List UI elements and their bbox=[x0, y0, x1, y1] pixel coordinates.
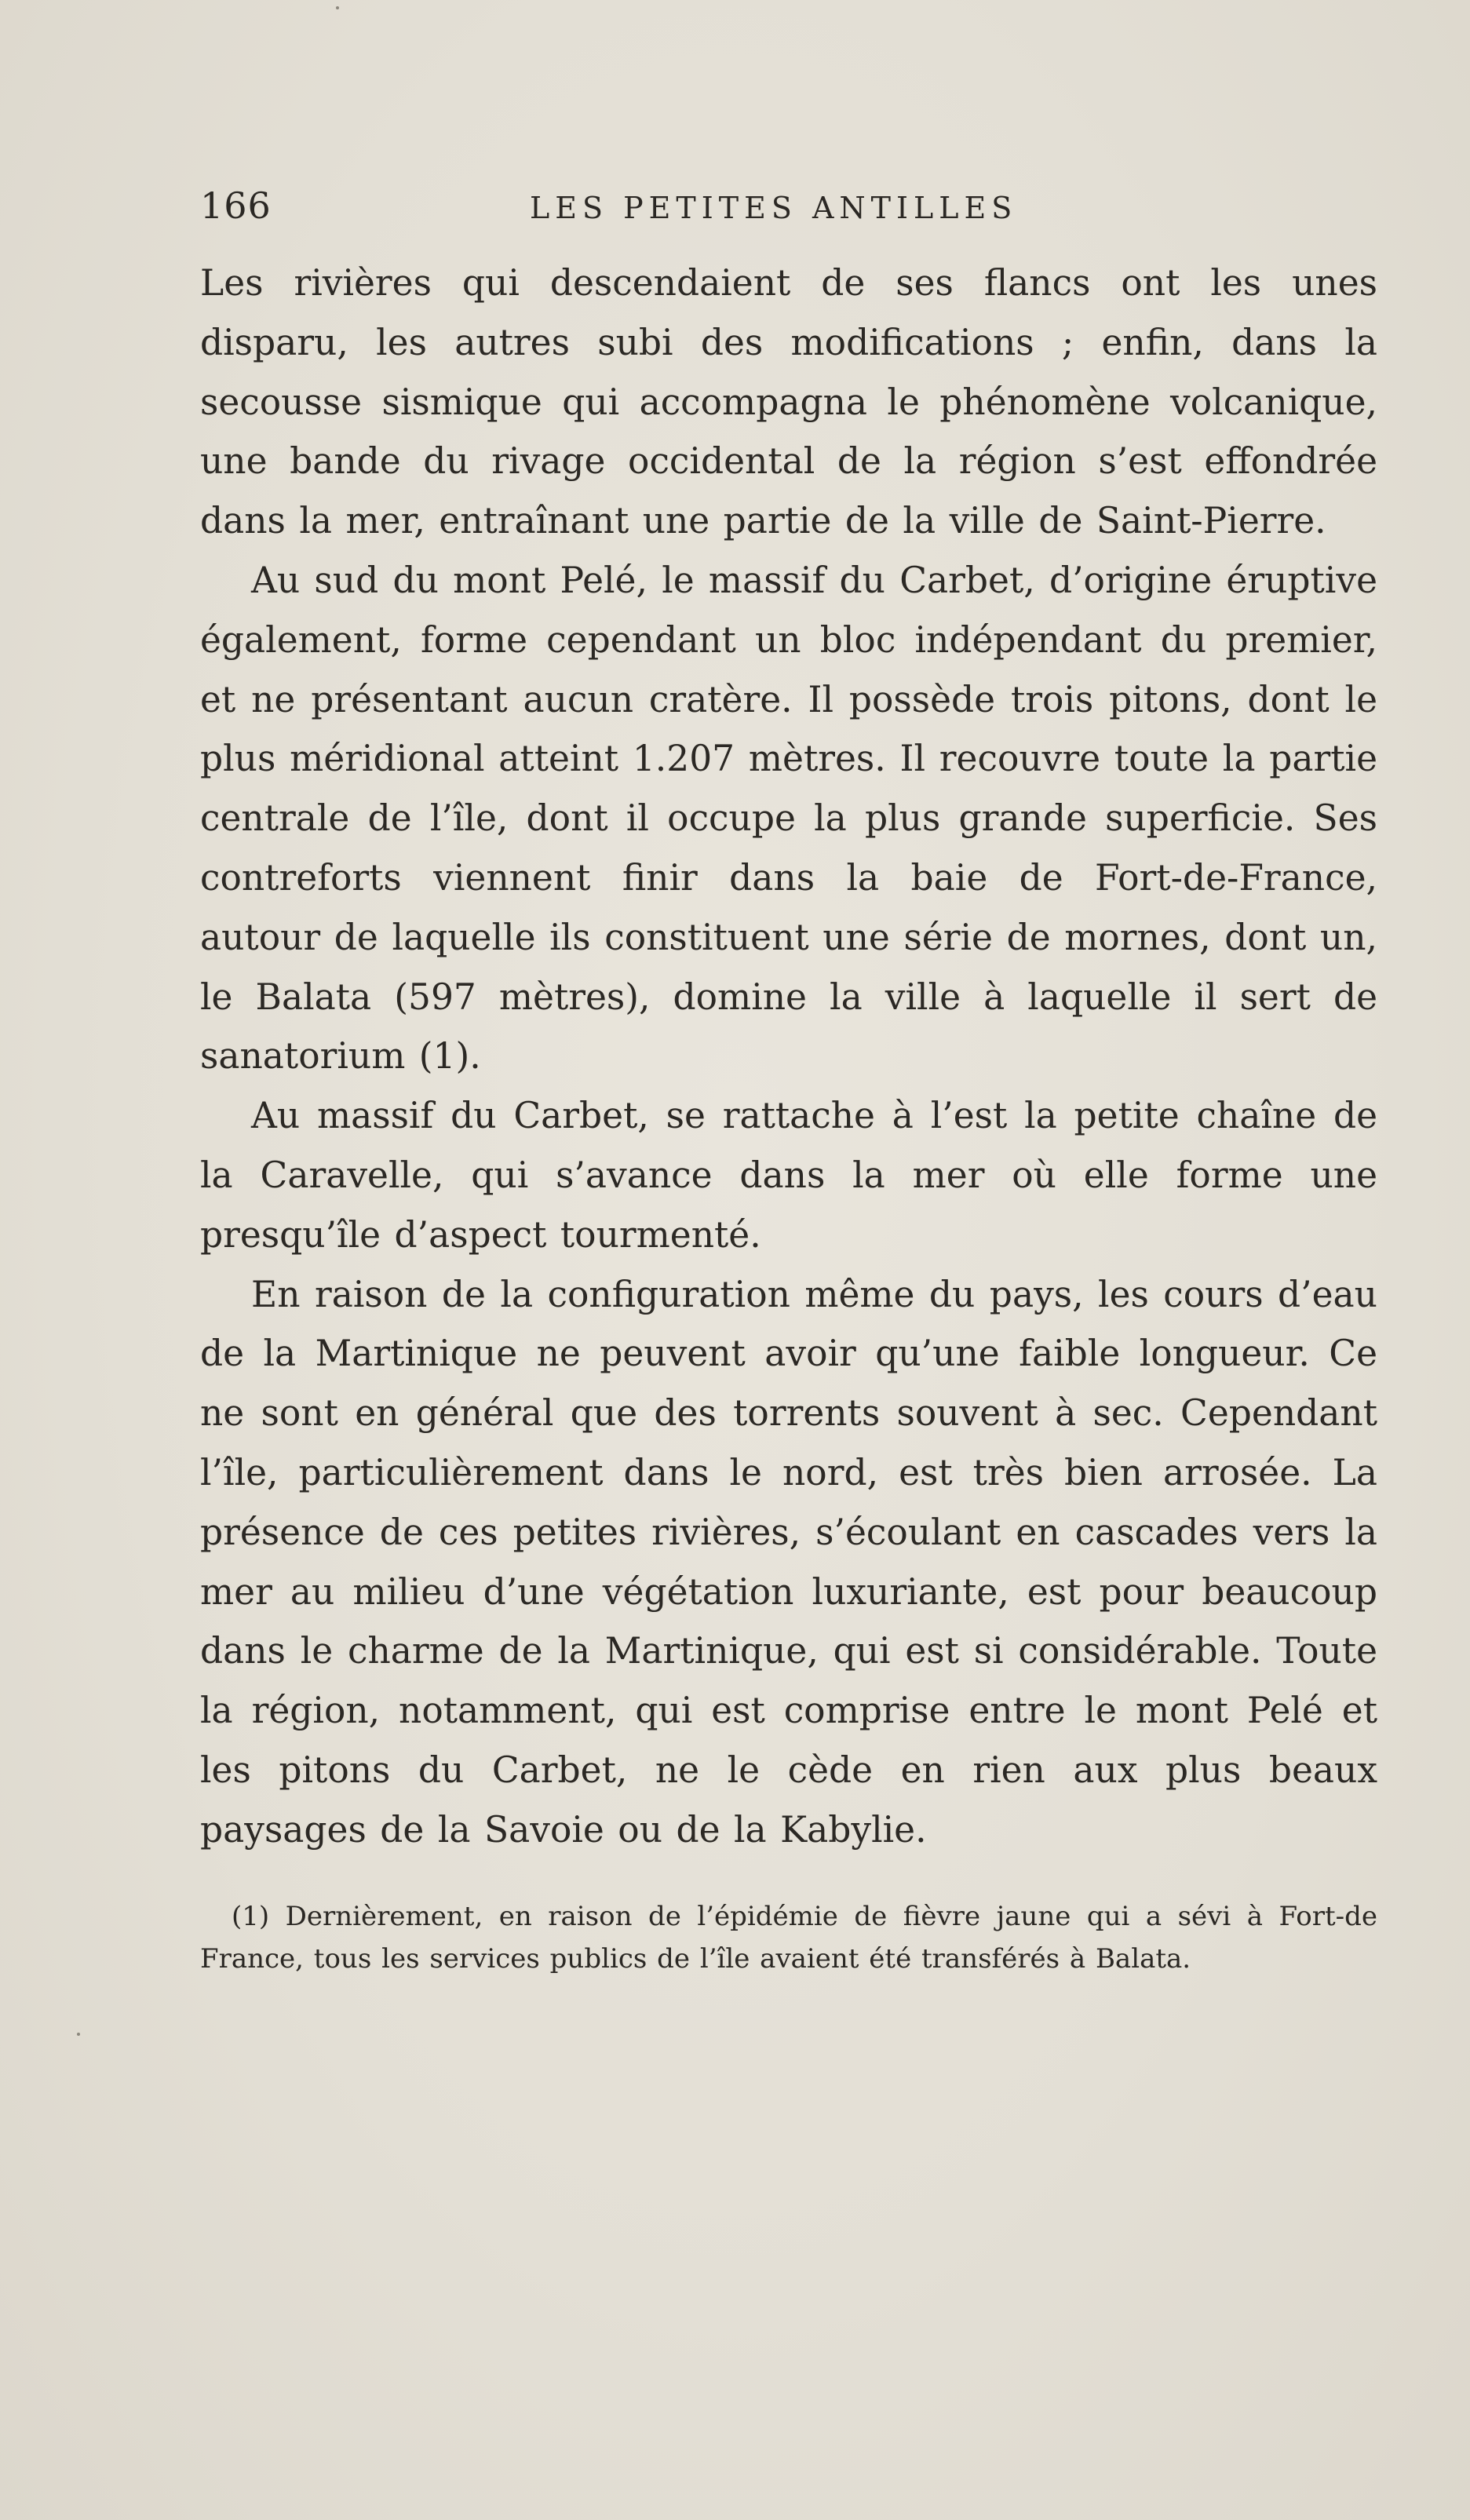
book-page bbox=[200, 177, 1377, 1980]
body-text bbox=[200, 253, 1377, 1860]
paragraph-carbet: Au sud du mont Pelé, le massif du Carbet, d’origine éruptive également, forme cependant un bloc indépendant du premier, et ne présentant aucun cratère. Il possède trois pitons, dont le plus méridional atteint 1.207 mètres. Il recouvre toute la partie centrale de l’île, dont il occupe la plus grande superficie. Ses contreforts viennent finir dans la baie de Fort-de-France, autour de laquelle ils constituent une série de mornes, dont un, le Balata (597 mètres), domine la ville à laquelle il sert de sanatorium (1). bbox=[200, 559, 1377, 1078]
running-title: LES PETITES ANTILLES bbox=[530, 191, 1018, 225]
page-number: 166 bbox=[200, 184, 272, 227]
paragraph-watercourses: En raison de la configuration même du pays, les cours d’eau de la Martinique ne peuvent avoir qu’une faible longueur. Ce ne sont en général que des torrents souvent à sec. Cependant l’île, particulièrement dans le nord, est très bien arrosée. La présence de ces petites rivières, s’écoulant en cascades vers la mer au milieu d’une végétation luxuriante, est pour beaucoup dans le charme de la Martinique, qui est si considérable. Toute la région, notamment, qui est comprise entre le mont Pelé et les pitons du Carbet, ne le cède en rien aux plus beaux paysages de la Savoie ou de la Kabylie. bbox=[200, 1273, 1377, 1851]
paper-speck bbox=[77, 2033, 80, 2036]
footnote: (1) Dernièrement, en raison de l’épidémie de fièvre jaune qui a sévi à Fort-de France, tous les services publics de l’île avaient été transférés à Balata. bbox=[200, 1900, 1377, 1975]
paragraph-caravelle: Au massif du Carbet, se rattache à l’est la petite chaîne de la Caravelle, qui s’avance dans la mer où elle forme une presqu’île d’aspect tourmenté. bbox=[200, 1095, 1377, 1256]
paper-speck bbox=[336, 6, 339, 9]
footnote-spacer bbox=[200, 1860, 1377, 1895]
paragraph-rivers: Les rivières qui descendaient de ses flancs ont les unes disparu, les autres subi des modifications ; enfin, dans la secousse sismique qui accompagna le phénomène volcanique, une bande du rivage occidental de la région s’est effondrée dans la mer, entraînant une partie de la ville de Saint-Pierre. bbox=[200, 262, 1377, 542]
page-header bbox=[200, 177, 1377, 239]
